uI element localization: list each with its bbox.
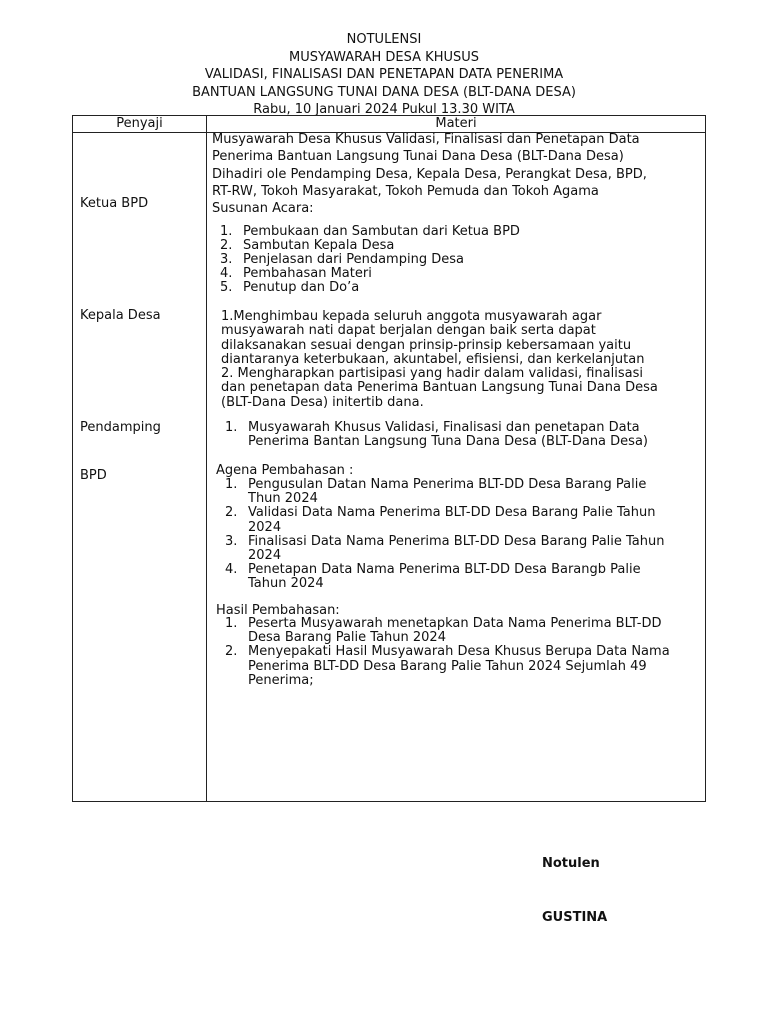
kepala-line: (BLT-Dana Desa) initertib dana. bbox=[221, 394, 424, 410]
signature-name: GUSTINA bbox=[542, 910, 608, 925]
kepala-line: dilaksanakan sesuai dengan prinsip-prinsip kebersamaan yaitu bbox=[221, 337, 632, 353]
kepala-line: dan penetapan data Penerima Bantuan Langsung Tunai Dana Desa bbox=[221, 380, 658, 396]
list-item: 1. Pengusulan Datan Nama Penerima BLT-DD Desa Barang Palie Thun 2024 bbox=[225, 477, 647, 507]
list-item: 4. Penetapan Data Nama Penerima BLT-DD Desa Barangb Palie Tahun 2024 bbox=[225, 562, 641, 592]
list-item: 1. Peserta Musyawarah menetapkan Data Nama Penerima BLT-DD Desa Barang Palie Tahun 2024 bbox=[225, 616, 662, 646]
kepala-line: musyawarah nati dapat berjalan dengan baik serta dapat bbox=[221, 323, 596, 339]
list-item: 2. Validasi Data Nama Penerima BLT-DD Desa Barang Palie Tahun 2024 bbox=[225, 505, 656, 535]
susunan-acara-label: Susunan Acara: bbox=[212, 201, 314, 217]
title-notulensi: NOTULENSI bbox=[346, 32, 422, 47]
title-validasi: VALIDASI, FINALISASI DAN PENETAPAN DATA PENERIMA bbox=[204, 67, 564, 82]
presenter-pendamping: Pendamping bbox=[80, 420, 161, 435]
materi-ketua-section bbox=[212, 131, 702, 217]
presenter-bpd: BPD bbox=[80, 468, 107, 483]
kepala-line: 1.Menghimbau kepada seluruh anggota musyawarah agar bbox=[221, 309, 602, 324]
list-item: 5. Penutup dan Do’a bbox=[220, 280, 360, 295]
agenda-pembahasan-title: Agena Pembahasan : bbox=[216, 463, 354, 478]
title-musyawarah: MUSYAWARAH DESA KHUSUS bbox=[288, 49, 480, 65]
list-item: 1. Musyawarah Khusus Validasi, Finalisasi dan penetapan Data Penerima Bantan Langsung Tuna Dana Desa (BLT-Dana Desa) bbox=[225, 420, 648, 450]
column-header-penyaji: Penyaji bbox=[116, 116, 163, 131]
signature-role: Notulen bbox=[542, 856, 600, 871]
hasil-pembahasan-title: Hasil Pembahasan: bbox=[216, 603, 340, 618]
intro-line: Penerima Bantuan Langsung Tunai Dana Desa (BLT-Dana Desa) bbox=[212, 149, 624, 165]
column-divider bbox=[206, 116, 207, 801]
minutes-table bbox=[72, 115, 706, 802]
list-item: 1. Pembukaan dan Sambutan dari Ketua BPD bbox=[220, 224, 520, 239]
materi-kepala-section bbox=[221, 310, 711, 410]
presenter-ketua-bpd: Ketua BPD bbox=[80, 196, 149, 211]
intro-line: RT-RW, Tokoh Masyarakat, Tokoh Pemuda dan Tokoh Agama bbox=[212, 183, 599, 199]
list-item: 2. Menyepakati Hasil Musyawarah Desa Khusus Berupa Data Nama Penerima BLT-DD Desa Barang Palie Tahun 2024 Sejumlah 49 Penerima; bbox=[225, 644, 670, 688]
agenda-list bbox=[212, 225, 702, 295]
list-item: 3. Finalisasi Data Nama Penerima BLT-DD Desa Barang Palie Tahun 2024 bbox=[225, 533, 665, 564]
presenter-kepala-desa: Kepala Desa bbox=[80, 308, 161, 323]
intro-line: Musyawarah Desa Khusus Validasi, Finalisasi dan Penetapan Data bbox=[212, 132, 640, 147]
agenda-pembahasan-list bbox=[212, 478, 702, 592]
list-item: 3. Penjelasan dari Pendamping Desa bbox=[220, 252, 464, 267]
list-item: 4. Pembahasan Materi bbox=[220, 266, 372, 281]
kepala-line: 2. Mengharapkan partisipasi yang hadir dalam validasi, finalisasi bbox=[221, 366, 643, 382]
hasil-pembahasan-list bbox=[212, 617, 702, 688]
document-heading bbox=[0, 31, 768, 119]
column-header-materi: Materi bbox=[435, 116, 477, 131]
pendamping-list bbox=[212, 421, 702, 449]
list-item: 2. Sambutan Kepala Desa bbox=[220, 238, 395, 253]
title-blt: BANTUAN LANGSUNG TUNAI DANA DESA (BLT-DANA DESA) bbox=[192, 84, 576, 100]
kepala-line: diantaranya keterbukaan, akuntabel, efisiensi, dan kerkelanjutan bbox=[221, 351, 645, 367]
intro-line: Dihadiri ole Pendamping Desa, Kepala Desa, Perangkat Desa, BPD, bbox=[212, 166, 647, 182]
meeting-date: Rabu, 10 Januari 2024 Pukul 13.30 WITA bbox=[253, 102, 515, 117]
